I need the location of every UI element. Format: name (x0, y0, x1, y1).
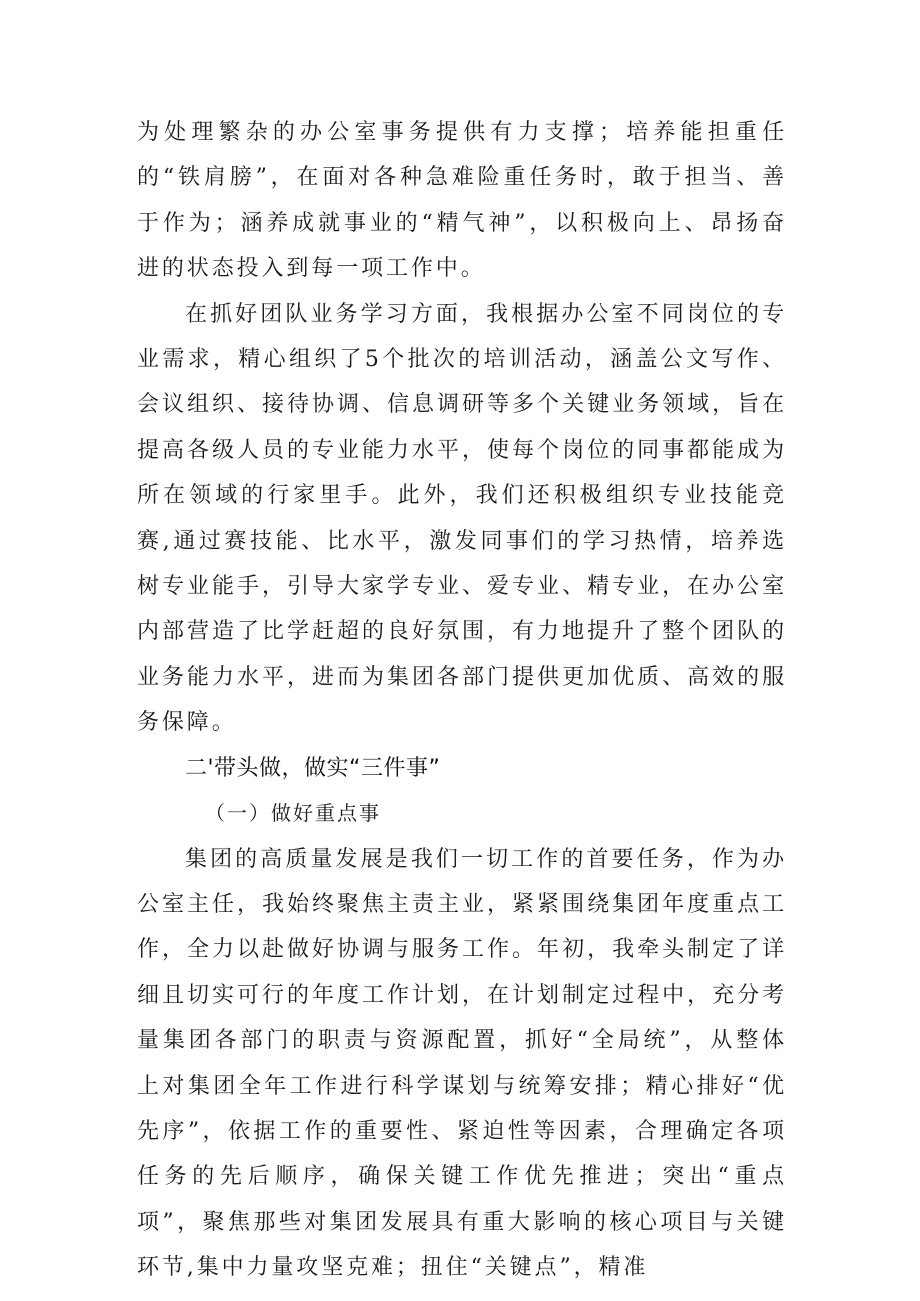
paragraph-key-work: 集团的高质量发展是我们一切工作的首要任务，作为办公室主任，我始终聚焦主责主业，紧紧围绕集团年度重点工作，全力以赴做好协调与服务工作。年初，我牵头制定了详细且切实可行的年度工作计划，在计划制定过程中，充分考量集团各部门的职责与资源配置，抓好“全局统”，从整体上对集团全年工作进行科学谋划与统筹安排；精心排好“优先序”，依据工作的重要性、紧迫性等因素，合理确定各项任务的先后顺序，确保关键工作优先推进；突出“重点项”，聚焦那些对集团发展具有重大影响的核心项目与关键环节,集中力量攻坚克难；扭住“关键点”，精准 (137, 846, 787, 1281)
section-heading: 二'带头做，做实“三件事” (185, 755, 441, 781)
subsection-heading: （一）做好重点事 (205, 801, 381, 826)
document-body (137, 110, 787, 1291)
paragraph-team-study: 在抓好团队业务学习方面，我根据办公室不同岗位的专业需求，精心组织了5个批次的培训活动，涵盖公文写作、会议组织、接待协调、信息调研等多个关键业务领域，旨在提高各级人员的专业能力水平，使每个岗位的同事都能成为所在领域的行家里手。此外，我们还积极组织专业技能竞赛,通过赛技能、比水平，激发同事们的学习热情，培养选树专业能手，引导大家学专业、爱专业、精专业，在办公室内部营造了比学赶超的良好氛围，有力地提升了整个团队的业务能力水平，进而为集团各部门提供更加优质、高效的服务保障。 (137, 301, 787, 736)
paragraph-continuation: 为处理繁杂的办公室事务提供有力支撑；培养能担重任的“铁肩膀”，在面对各种急难险重任务时，敢于担当、善于作为；涵养成就事业的“精气神”，以积极向上、昂扬奋进的状态投入到每一项工作中。 (137, 120, 787, 282)
